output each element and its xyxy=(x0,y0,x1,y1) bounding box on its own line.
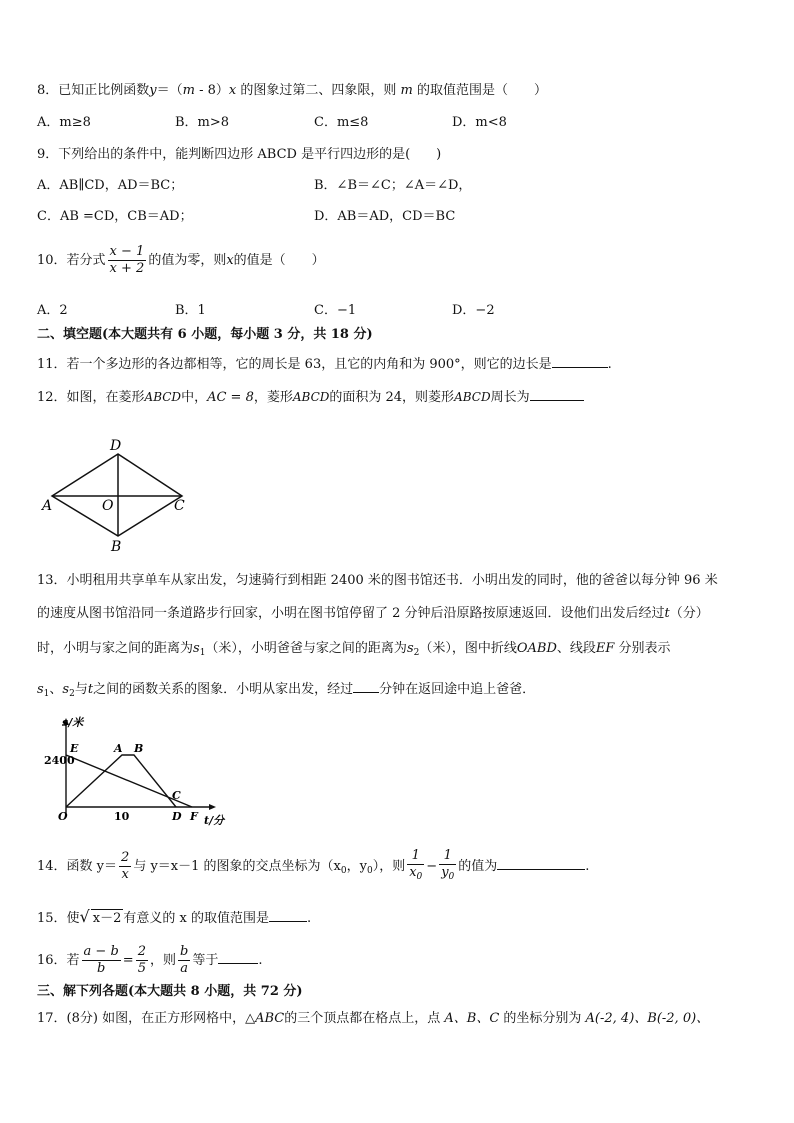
fraction-numerator: x − 1 xyxy=(109,244,145,259)
answer-blank[interactable] xyxy=(269,909,307,922)
fraction xyxy=(439,848,456,885)
var-abcd: ABCD xyxy=(144,390,182,404)
q13-text: 的速度从图书馆沿同一条道路步行回家，小明在图书馆停留了 2 分钟后沿原路按原速返回．设他们出发后经过 xyxy=(37,606,665,621)
subscript: 0 xyxy=(366,866,373,876)
q9-option-b: B．∠B＝∠C；∠A＝∠D， xyxy=(314,178,472,193)
q14-stem xyxy=(37,848,589,890)
fraction-numerator: a − b xyxy=(83,944,119,959)
q14-text: 与 y＝x－1 的图象的交点坐标为（x xyxy=(133,859,341,874)
x-axis-label: t/分 xyxy=(204,814,225,827)
rhombus-outline xyxy=(52,454,182,536)
fraction xyxy=(108,244,147,277)
fraction xyxy=(136,944,148,977)
fraction-denominator xyxy=(407,865,424,885)
q11-text: 11．若一个多边形的各边都相等，它的周长是 63，且它的内角和为 900°，则它的边长是 xyxy=(37,357,552,372)
q10-text: 10．若分式 xyxy=(37,253,106,268)
q12-text: 中， xyxy=(181,390,208,405)
subscript: 2 xyxy=(69,689,75,699)
label-d: D xyxy=(172,810,182,823)
q8-text: 8．已知正比例函数 xyxy=(37,83,150,98)
var-s: s xyxy=(193,641,200,656)
fraction-denominator: 5 xyxy=(137,961,146,976)
fraction-denominator: a xyxy=(180,961,189,976)
answer-blank[interactable] xyxy=(218,951,258,964)
fraction xyxy=(178,944,190,977)
label-b: B xyxy=(134,742,144,755)
y-tick-2400: 2400 xyxy=(44,754,75,767)
q8-option-b: B．m>8 xyxy=(175,115,230,130)
var-t: t xyxy=(664,606,670,621)
q14-text: 的值为 xyxy=(458,859,498,874)
q8-text: 的图象过第二、四象限，则 xyxy=(236,83,401,98)
q8-option-d: D．m<8 xyxy=(452,115,507,130)
equals-sign: = xyxy=(122,953,134,968)
fraction-denominator: b xyxy=(97,961,106,976)
label-c: C xyxy=(172,789,181,802)
q14-text: ，y xyxy=(346,859,367,874)
var-s: s xyxy=(62,682,70,697)
q11-stem xyxy=(37,355,612,374)
radicand: x－2 xyxy=(92,911,122,926)
q13-line-4 xyxy=(37,680,535,703)
fraction xyxy=(119,850,131,883)
var-m: m xyxy=(182,83,195,98)
label-o: O xyxy=(102,498,114,514)
label-a: A xyxy=(42,498,53,514)
fraction-denominator: x + 2 xyxy=(109,261,145,276)
q9-option-d: D．AB＝AD，CD＝BC xyxy=(314,209,456,224)
period: . xyxy=(607,357,612,372)
q17-text: 的三个顶点都在格点上，点 xyxy=(284,1011,445,1026)
q13-text: （分） xyxy=(669,606,709,621)
fraction-numerator: 1 xyxy=(439,848,456,865)
q13-line-3 xyxy=(37,640,671,662)
q17-text: 的坐标分别为 xyxy=(499,1011,586,1026)
q10-option-b: B．1 xyxy=(175,303,206,318)
fraction-var: x xyxy=(409,865,417,880)
var-s: s xyxy=(406,641,414,656)
q16-stem xyxy=(37,942,262,980)
q14-text: 14．函数 y＝ xyxy=(37,859,118,874)
q10-text: 的值是（ ） xyxy=(233,253,325,268)
fraction-var: y xyxy=(441,865,449,880)
subscript: 2 xyxy=(413,648,420,658)
label-b: B xyxy=(111,539,122,555)
rhombus-figure xyxy=(36,434,196,556)
q13-line-2 xyxy=(37,605,709,623)
fraction-numerator: 2 xyxy=(137,944,146,959)
sqrt-symbol: √ xyxy=(79,907,90,926)
q12-text: ，菱形 xyxy=(253,390,293,405)
label-c: C xyxy=(174,498,185,514)
var-m: m xyxy=(400,83,413,98)
var-ef: EF xyxy=(595,641,615,656)
period: . xyxy=(306,911,312,926)
x-axis-arrow xyxy=(209,804,216,810)
label-f: F xyxy=(190,810,198,823)
fraction-numerator: 1 xyxy=(407,848,424,865)
q13-text: 、线段 xyxy=(556,641,596,656)
points-abc: A、B、C xyxy=(444,1011,500,1026)
minus-sign: − xyxy=(426,859,438,874)
q10-option-a: A．2 xyxy=(37,303,68,318)
q16-text: 等于 xyxy=(192,953,219,968)
line-oabd xyxy=(66,755,176,807)
q10-text: 的值为零，则 xyxy=(148,253,227,268)
var-y: y xyxy=(149,83,157,98)
var-s: s xyxy=(37,682,44,697)
var-abcd: ABCD xyxy=(454,390,491,404)
var-t: t xyxy=(87,682,94,697)
q15-stem xyxy=(37,908,311,928)
section-heading-fill-in: 二、填空题(本大题共有 6 小题，每小题 3 分，共 18 分) xyxy=(37,327,373,342)
q13-text: 时，小明与家之间的距离为 xyxy=(37,641,194,656)
fraction-numerator: b xyxy=(179,944,189,959)
y-axis-label: s/米 xyxy=(62,716,84,729)
q15-text: 有意义的 x 的取值范围是 xyxy=(123,911,269,926)
label-e: E xyxy=(70,742,79,755)
q8-text: - 8） xyxy=(194,83,229,98)
subscript: 1 xyxy=(43,689,50,699)
q9-option-a: A．AB∥CD，AD＝BC； xyxy=(37,178,184,193)
subscript: 0 xyxy=(340,866,347,876)
q13-line-1: 13．小明租用共享单车从家出发，匀速骑行到相距 2400 米的图书馆还书．小明出发的同时，他的爸爸以每分钟 96 米 xyxy=(37,573,718,588)
fraction-denominator: x xyxy=(121,867,129,882)
q9-option-c: C．AB =CD，CB＝AD； xyxy=(37,209,193,224)
fraction-denominator xyxy=(439,865,456,885)
q13-text: （米），图中折线 xyxy=(419,641,517,656)
label-a: A xyxy=(114,742,123,755)
x-tick-10: 10 xyxy=(114,810,130,823)
answer-blank[interactable] xyxy=(530,388,584,401)
subscript: 0 xyxy=(448,872,455,882)
q13-text: 与 xyxy=(74,682,88,697)
q13-text: 、 xyxy=(49,682,63,697)
label-o: O xyxy=(58,810,68,823)
subscript: 1 xyxy=(199,648,206,658)
q16-text: 16．若 xyxy=(37,953,80,968)
q14-text: ），则 xyxy=(372,859,406,874)
q16-text: ，则 xyxy=(149,953,176,968)
period: . xyxy=(258,953,263,968)
q9-stem: 9．下列给出的条件中，能判断四边形 ABCD 是平行四边形的是( ) xyxy=(37,147,442,162)
expr-ac: AC = 8 xyxy=(207,390,254,405)
q12-text: 周长为 xyxy=(490,390,530,405)
fraction xyxy=(407,848,424,885)
q8-stem xyxy=(37,82,547,100)
q8-text: 的取值范围是（ ） xyxy=(412,83,547,98)
label-d: D xyxy=(110,438,122,454)
q13-text: 分别表示 xyxy=(614,641,671,656)
var-oabd: OABD xyxy=(516,641,557,656)
answer-blank[interactable] xyxy=(552,355,608,368)
q8-option-a: A．m≥8 xyxy=(37,115,91,130)
q17-text: 17．(8分) 如图，在正方形网格中， xyxy=(37,1011,246,1026)
period: . xyxy=(585,859,590,874)
q8-option-c: C．m≤8 xyxy=(314,115,369,130)
q10-stem xyxy=(37,244,325,278)
q15-text: 15．使 xyxy=(37,911,80,926)
q12-text: 12．如图，在菱形 xyxy=(37,390,145,405)
q12-stem xyxy=(37,388,584,407)
var-x: x xyxy=(226,253,234,268)
q13-text: 之间的函数关系的图象．小明从家出发，经过 xyxy=(93,682,354,697)
var-abcd: ABCD xyxy=(292,390,330,404)
q13-text: （米），小明爸爸与家之间的距离为 xyxy=(205,641,407,656)
answer-blank[interactable] xyxy=(497,857,585,870)
q8-text: ＝（ xyxy=(156,83,183,98)
q17-stem xyxy=(37,1010,709,1028)
triangle-abc: △ABC xyxy=(245,1011,285,1026)
subscript: 0 xyxy=(416,872,423,882)
q13-text: 分钟在返回途中追上爸爸． xyxy=(379,682,536,697)
coordinates: A(-2, 4)、B(-2, 0)、 xyxy=(585,1011,710,1026)
distance-time-graph xyxy=(36,712,236,830)
fraction xyxy=(82,944,121,977)
section-heading-solve: 三、解下列各题(本大题共 8 小题，共 72 分) xyxy=(37,984,303,999)
var-x: x xyxy=(228,83,237,98)
answer-blank[interactable] xyxy=(353,680,379,693)
q10-option-d: D．−2 xyxy=(452,303,495,318)
fraction-numerator: 2 xyxy=(121,850,130,865)
q10-option-c: C．−1 xyxy=(314,303,357,318)
q12-text: 的面积为 24，则菱形 xyxy=(329,390,455,405)
